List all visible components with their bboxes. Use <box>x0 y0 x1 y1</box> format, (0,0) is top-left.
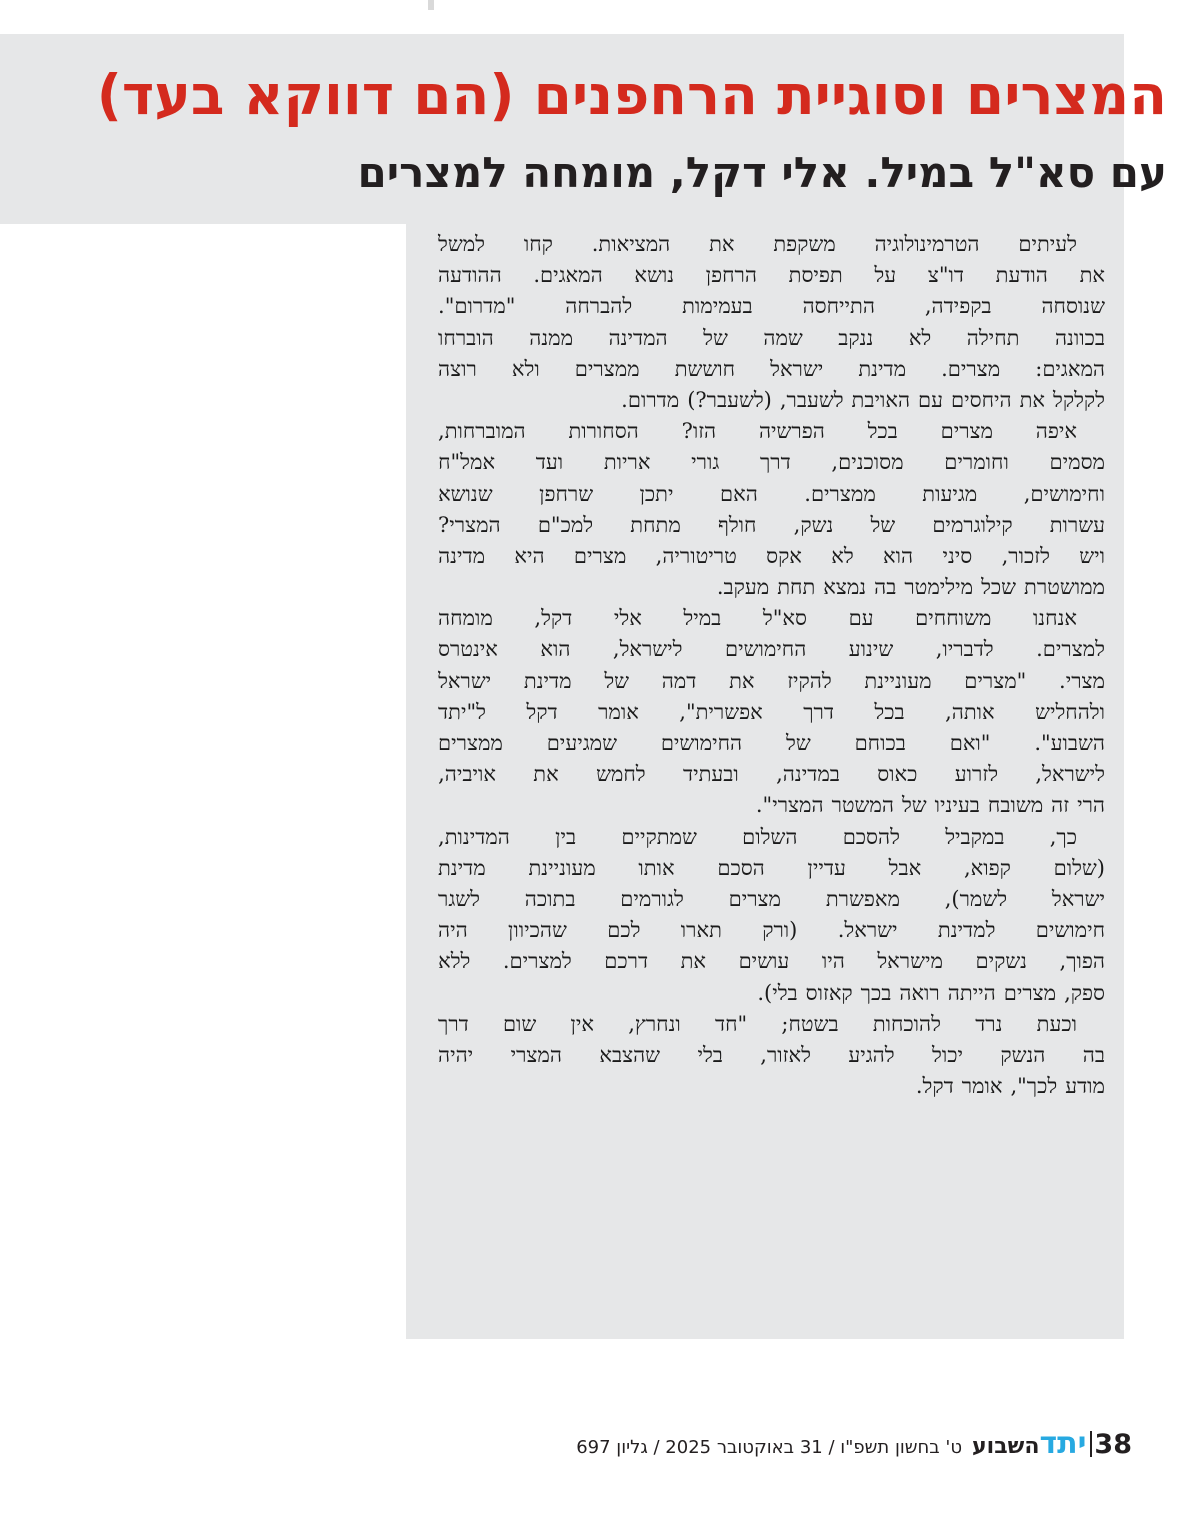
article-line: בכוונה תחילה לא ננקב שמה של המדינה ממנה הוברחו <box>438 325 1105 350</box>
article-line: כך, במקביל להסכם השלום שמתקיים בין המדינות, <box>438 824 1077 849</box>
article-line: אנחנו משוחחים עם סא"ל במיל אלי דקל, מומחה <box>438 606 1077 631</box>
article-line: השבוע". "ואם בכוחם של החימושים שמגיעים ממצרים <box>438 731 1105 755</box>
page-number: 38 <box>1094 1429 1132 1460</box>
top-edge-mark <box>428 0 434 10</box>
publication-logo-part1: יתד <box>1039 1426 1087 1461</box>
article-line: (שלום קפוא, אבל עדיין הסכם אותו מעוניינת מדינת <box>438 855 1105 880</box>
subtitle: עם סא"ל במיל. אלי דקל, מומחה למצרים <box>357 148 1167 197</box>
article-paragraph <box>438 603 1105 821</box>
article-line: ממושטרת שכל מילימטר בה נמצא תחת מעקב. <box>716 575 1105 600</box>
page-footer <box>576 1426 1132 1461</box>
article-line: ספק, מצרים הייתה רואה בכך קאזוס בלי). <box>757 980 1105 1005</box>
article-paragraph <box>438 416 1105 603</box>
article-line: מסמים וחומרים מסוכנים, דרך גורי אריות ועד אמל"ח <box>438 450 1105 475</box>
article-paragraph <box>438 822 1105 1009</box>
footer-divider <box>1090 1431 1092 1457</box>
article-line: חימושים למדינת ישראל. (ורק תארו לכם שהכיוון היה <box>438 918 1105 943</box>
article-line: שנוסחה בקפידה, התייחסה בעמימות להברחה "מדרום". <box>438 294 1105 319</box>
article-line: הרי זה משובח בעיניו של המשטר המצרי". <box>755 793 1105 818</box>
article-line: איפה מצרים בכל הפרשיה הזו? הסחורות המוברחות, <box>438 419 1077 444</box>
article-line: עשרות קילוגרמים של נשק, חולף מתחת למכ"ם המצרי? <box>438 512 1105 537</box>
publication-logo-part2: השבוע <box>972 1434 1040 1459</box>
article-paragraph <box>438 229 1105 416</box>
article-line: ישראל לשמר), מאפשרת מצרים לגורמים בתוכה לשגר <box>438 886 1105 911</box>
article-line: המאגים: מצרים. מדינת ישראל חוששת ממצרים ולא רוצה <box>438 356 1105 381</box>
article-line: למצרים. לדבריו, שינוע החימושים לישראל, הוא אינטרס <box>438 637 1105 662</box>
article-line: את הודעת דו"צ על תפיסת הרחפן נושא המאגים. ההודעה <box>438 263 1105 288</box>
article-paragraph <box>438 1009 1105 1103</box>
article-line: לעיתים הטרמינולוגיה משקפת את המציאות. קחו למשל <box>438 232 1077 256</box>
article-line: מצרי. "מצרים מעוניינת להקיז את דמה של מדינת ישראל <box>438 668 1105 693</box>
article-line: ולהחליש אותה, בכל דרך אפשרית", אומר דקל ל"יתד <box>438 699 1105 724</box>
article-line: וחימושים, מגיעות ממצרים. האם יתכן שרחפן שנושא <box>438 481 1105 506</box>
article-line: וכעת נרד להוכחות בשטח; "חד ונחרץ, אין שום דרך <box>438 1011 1077 1036</box>
issue-info: ט' בחשון תשפ"ו / 31 באוקטובר 2025 / גליון 697 <box>576 1437 963 1458</box>
headline: המצרים וסוגיית הרחפנים (הם דווקא בעד) <box>96 63 1167 127</box>
article-line: בה הנשק יכול להגיע לאזור, בלי שהצבא המצרי יהיה <box>438 1042 1105 1067</box>
article-line: לקלקל את היחסים עם האויבת לשעבר, (לשעבר?) מדרום. <box>621 387 1105 412</box>
article-line: לישראל, לזרוע כאוס במדינה, ובעתיד לחמש את אויביה, <box>438 762 1105 787</box>
article-line: הפוך, נשקים מישראל היו עושים את דרכם למצרים. ללא <box>438 949 1105 974</box>
article-line: ויש לזכור, סיני הוא לא אקס טריטוריה, מצרים היא מדינה <box>438 543 1105 568</box>
article-body <box>438 229 1105 1102</box>
article-line: מודע לכך", אומר דקל. <box>915 1074 1105 1099</box>
